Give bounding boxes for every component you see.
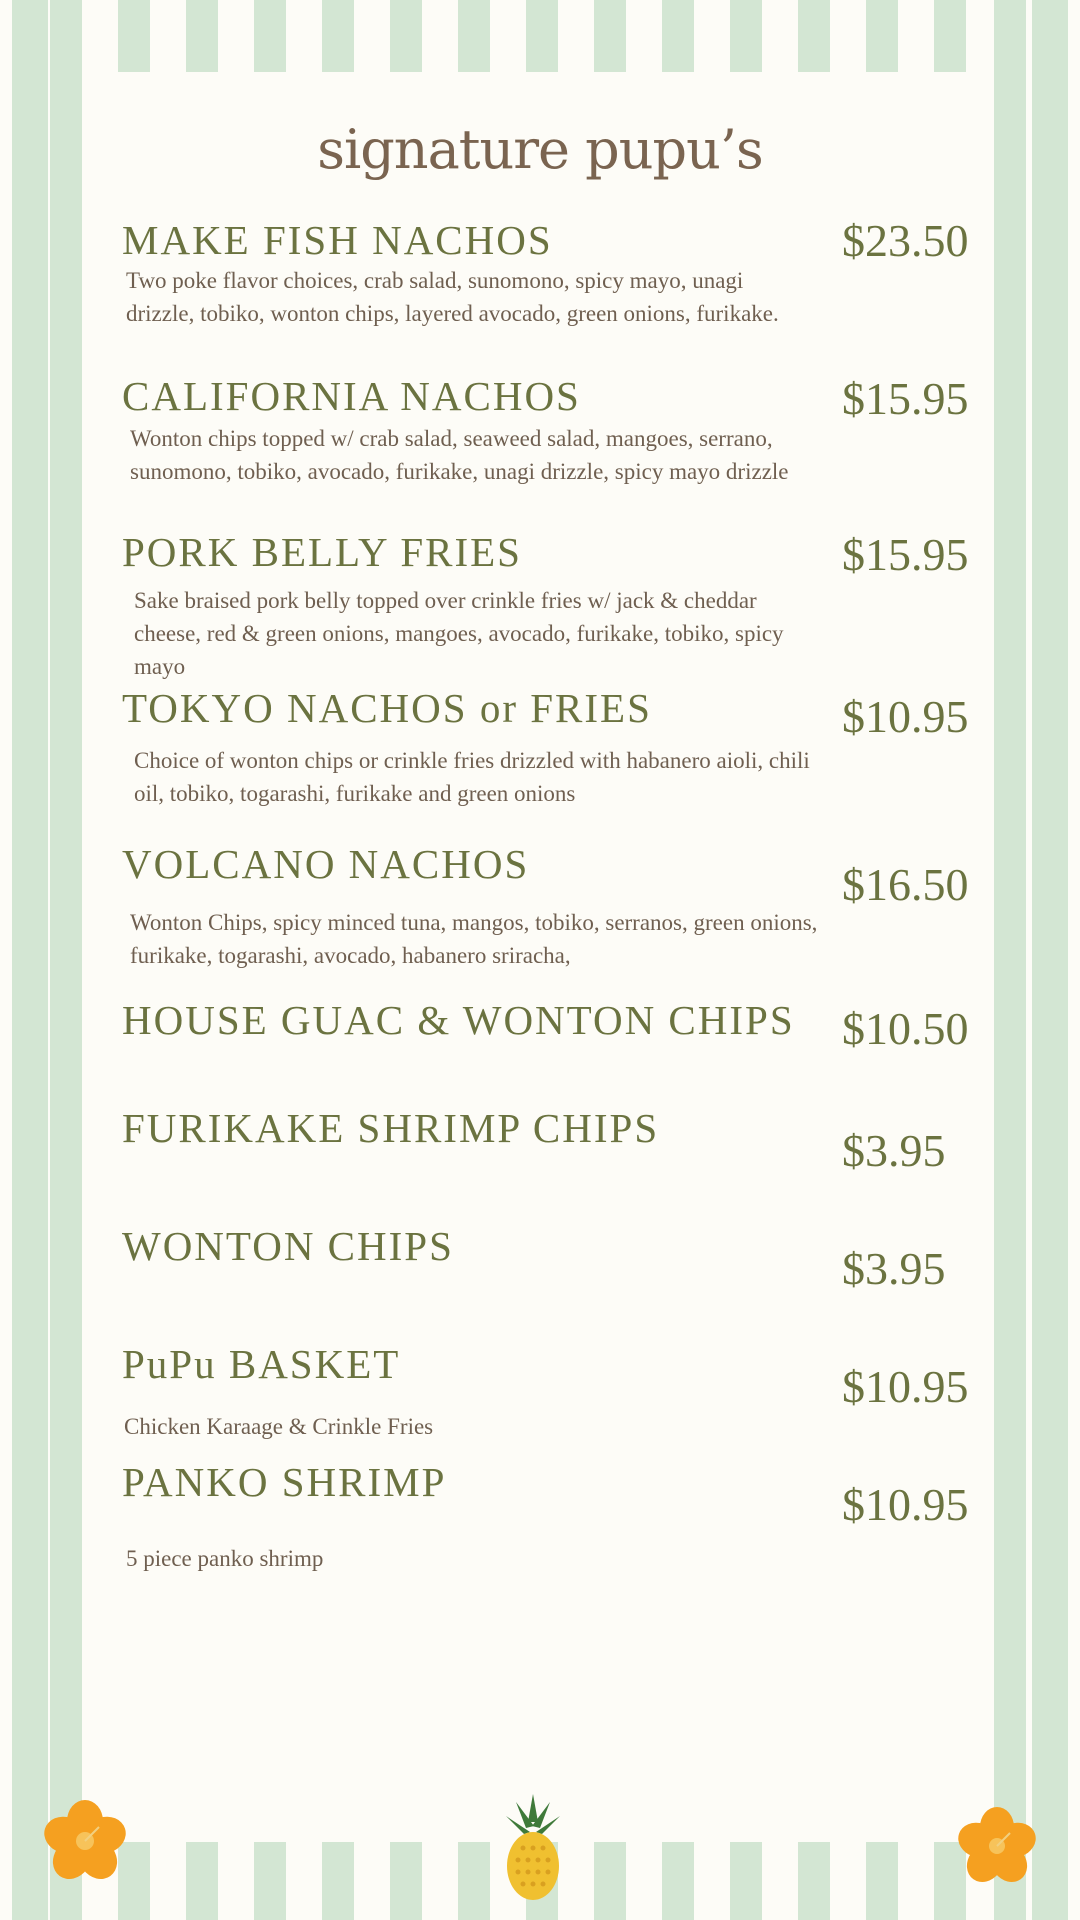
item-name: TOKYO NACHOS or FRIES <box>122 685 652 731</box>
item-description: Sake braised pork belly topped over crinkle fries w/ jack & cheddar cheese, red & green onions, mangoes, avocado, furikake, tobiko, spicy mayo <box>134 588 784 679</box>
item-price: $15.95 <box>842 529 969 580</box>
top-stripes <box>82 0 994 72</box>
item-name: CALIFORNIA NACHOS <box>122 373 581 419</box>
item-description: Two poke flavor choices, crab salad, sunomono, spicy mayo, unagi drizzle, tobiko, wonton chips, layered avocado, green onions, furikake. <box>126 268 779 326</box>
item-price: $10.95 <box>842 1479 969 1530</box>
hibiscus-icon <box>954 1806 1040 1886</box>
item-name: WONTON CHIPS <box>122 1223 454 1269</box>
item-name: FURIKAKE SHRIMP CHIPS <box>122 1105 660 1151</box>
item-price: $23.50 <box>842 215 969 266</box>
item-description: Wonton Chips, spicy minced tuna, mangos, tobiko, serranos, green onions, furikake, togarashi, avocado, habanero sriracha, <box>130 910 818 968</box>
item-price: $10.95 <box>842 691 969 742</box>
item-price: $16.50 <box>842 859 969 910</box>
item-price: $3.95 <box>842 1243 946 1294</box>
item-price: $10.95 <box>842 1361 969 1412</box>
item-name: MAKE FISH NACHOS <box>122 217 553 263</box>
hibiscus-icon <box>40 1800 130 1882</box>
item-price: $10.50 <box>842 1003 969 1054</box>
item-name: PORK BELLY FRIES <box>122 529 522 575</box>
item-price: $15.95 <box>842 373 969 424</box>
item-name: VOLCANO NACHOS <box>122 841 530 887</box>
item-description: Choice of wonton chips or crinkle fries drizzled with habanero aioli, chili oil, tobiko, togarashi, furikake and green onions <box>134 748 810 806</box>
pineapple-icon <box>498 1792 568 1902</box>
item-name: PuPu BASKET <box>122 1341 401 1387</box>
menu-title: signature pupu’s <box>317 118 763 181</box>
item-name: HOUSE GUAC & WONTON CHIPS <box>122 997 795 1043</box>
item-description: 5 piece panko shrimp <box>126 1546 324 1571</box>
item-description: Wonton chips topped w/ crab salad, seaweed salad, mangoes, serrano, sunomono, tobiko, avocado, furikake, unagi drizzle, spicy mayo drizzle <box>130 426 789 484</box>
item-price: $3.95 <box>842 1125 946 1176</box>
item-name: PANKO SHRIMP <box>122 1459 447 1505</box>
item-description: Chicken Karaage & Crinkle Fries <box>124 1414 434 1439</box>
